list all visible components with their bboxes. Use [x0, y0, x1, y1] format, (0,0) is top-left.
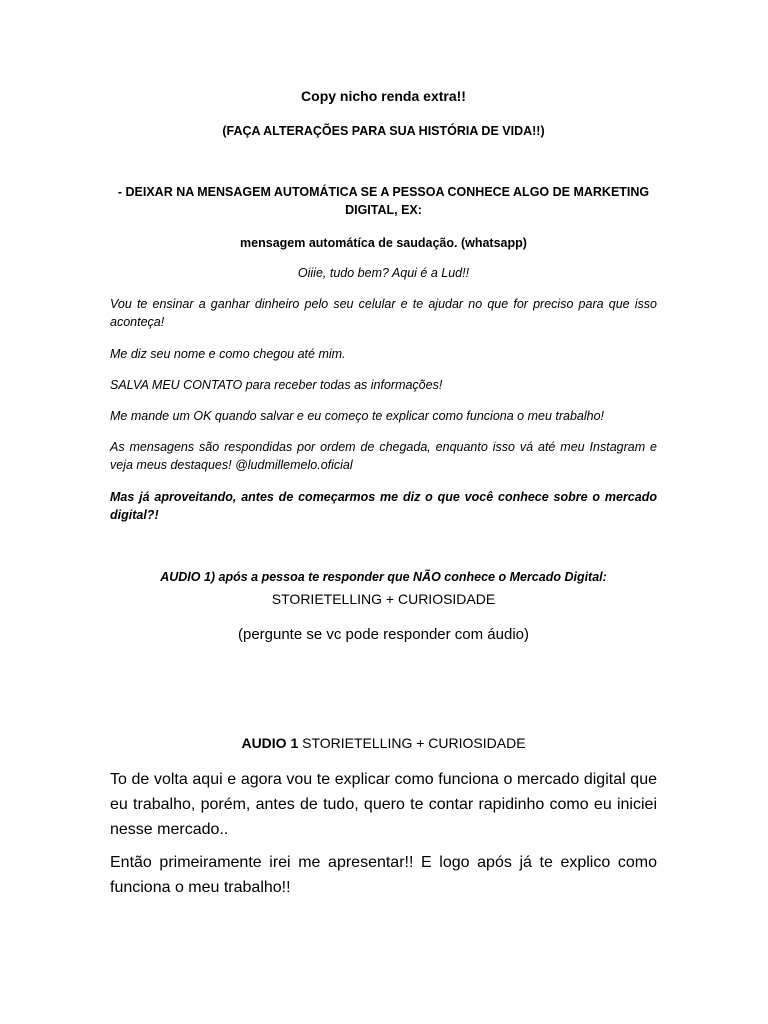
auto-message-label: mensagem automátíca de saudação. (whatsapp) [240, 236, 527, 250]
message-paragraph-6: Mas já aproveitando, antes de começarmos me diz o que você conhece sobre o mercado digital?! [110, 490, 657, 522]
audio-question: (pergunte se vc pode responder com áudio) [237, 626, 529, 643]
document-title: Copy nicho renda extra!! [301, 88, 466, 104]
instruction-text: - DEIXAR NA MENSAGEM AUTOMÁTICA SE A PESSOA CONHECE ALGO DE MARKETING DIGITAL, EX: [117, 185, 650, 217]
document-subtitle: (FAÇA ALTERAÇÕES PARA SUA HISTÓRIA DE VIDA!!) [222, 124, 545, 138]
audio-1-heading [110, 733, 657, 753]
audio-intro-heading: AUDIO 1) após a pessoa te responder que NÃO conhece o Mercado Digital: [160, 570, 607, 584]
audio-1-label: AUDIO 1 [241, 735, 299, 751]
audio-1-heading-rest: STORIETELLING + CURIOSIDADE [298, 735, 526, 751]
audio-1-paragraph-1: To de volta aqui e agora vou te explicar como funciona o mercado digital que eu trabalho, porém, antes de tudo, quero te contar rapidinho como eu iniciei nesse mercado.. [110, 771, 657, 838]
audio-1-paragraph-2: Então primeiramente irei me apresentar!! E logo após já te explico como funciona o meu trabalho!! [110, 854, 657, 896]
message-paragraph-4: Me mande um OK quando salvar e eu começo te explicar como funciona o meu trabalho! [110, 409, 605, 423]
message-paragraph-3: SALVA MEU CONTATO para receber todas as informações! [110, 378, 443, 392]
message-paragraph-2: Me diz seu nome e como chegou até mim. [110, 347, 346, 361]
audio-intro-subheading: STORIETELLING + CURIOSIDADE [271, 591, 496, 607]
greeting-text: Oiiie, tudo bem? Aqui é a Lud!! [297, 266, 470, 280]
message-paragraph-1: Vou te ensinar a ganhar dinheiro pelo seu celular e te ajudar no que for preciso para que isso aconteça! [110, 297, 657, 329]
message-paragraph-5: As mensagens são respondidas por ordem de chegada, enquanto isso vá até meu Instagram e veja meus destaques! @ludmillemelo.oficial [110, 440, 657, 472]
